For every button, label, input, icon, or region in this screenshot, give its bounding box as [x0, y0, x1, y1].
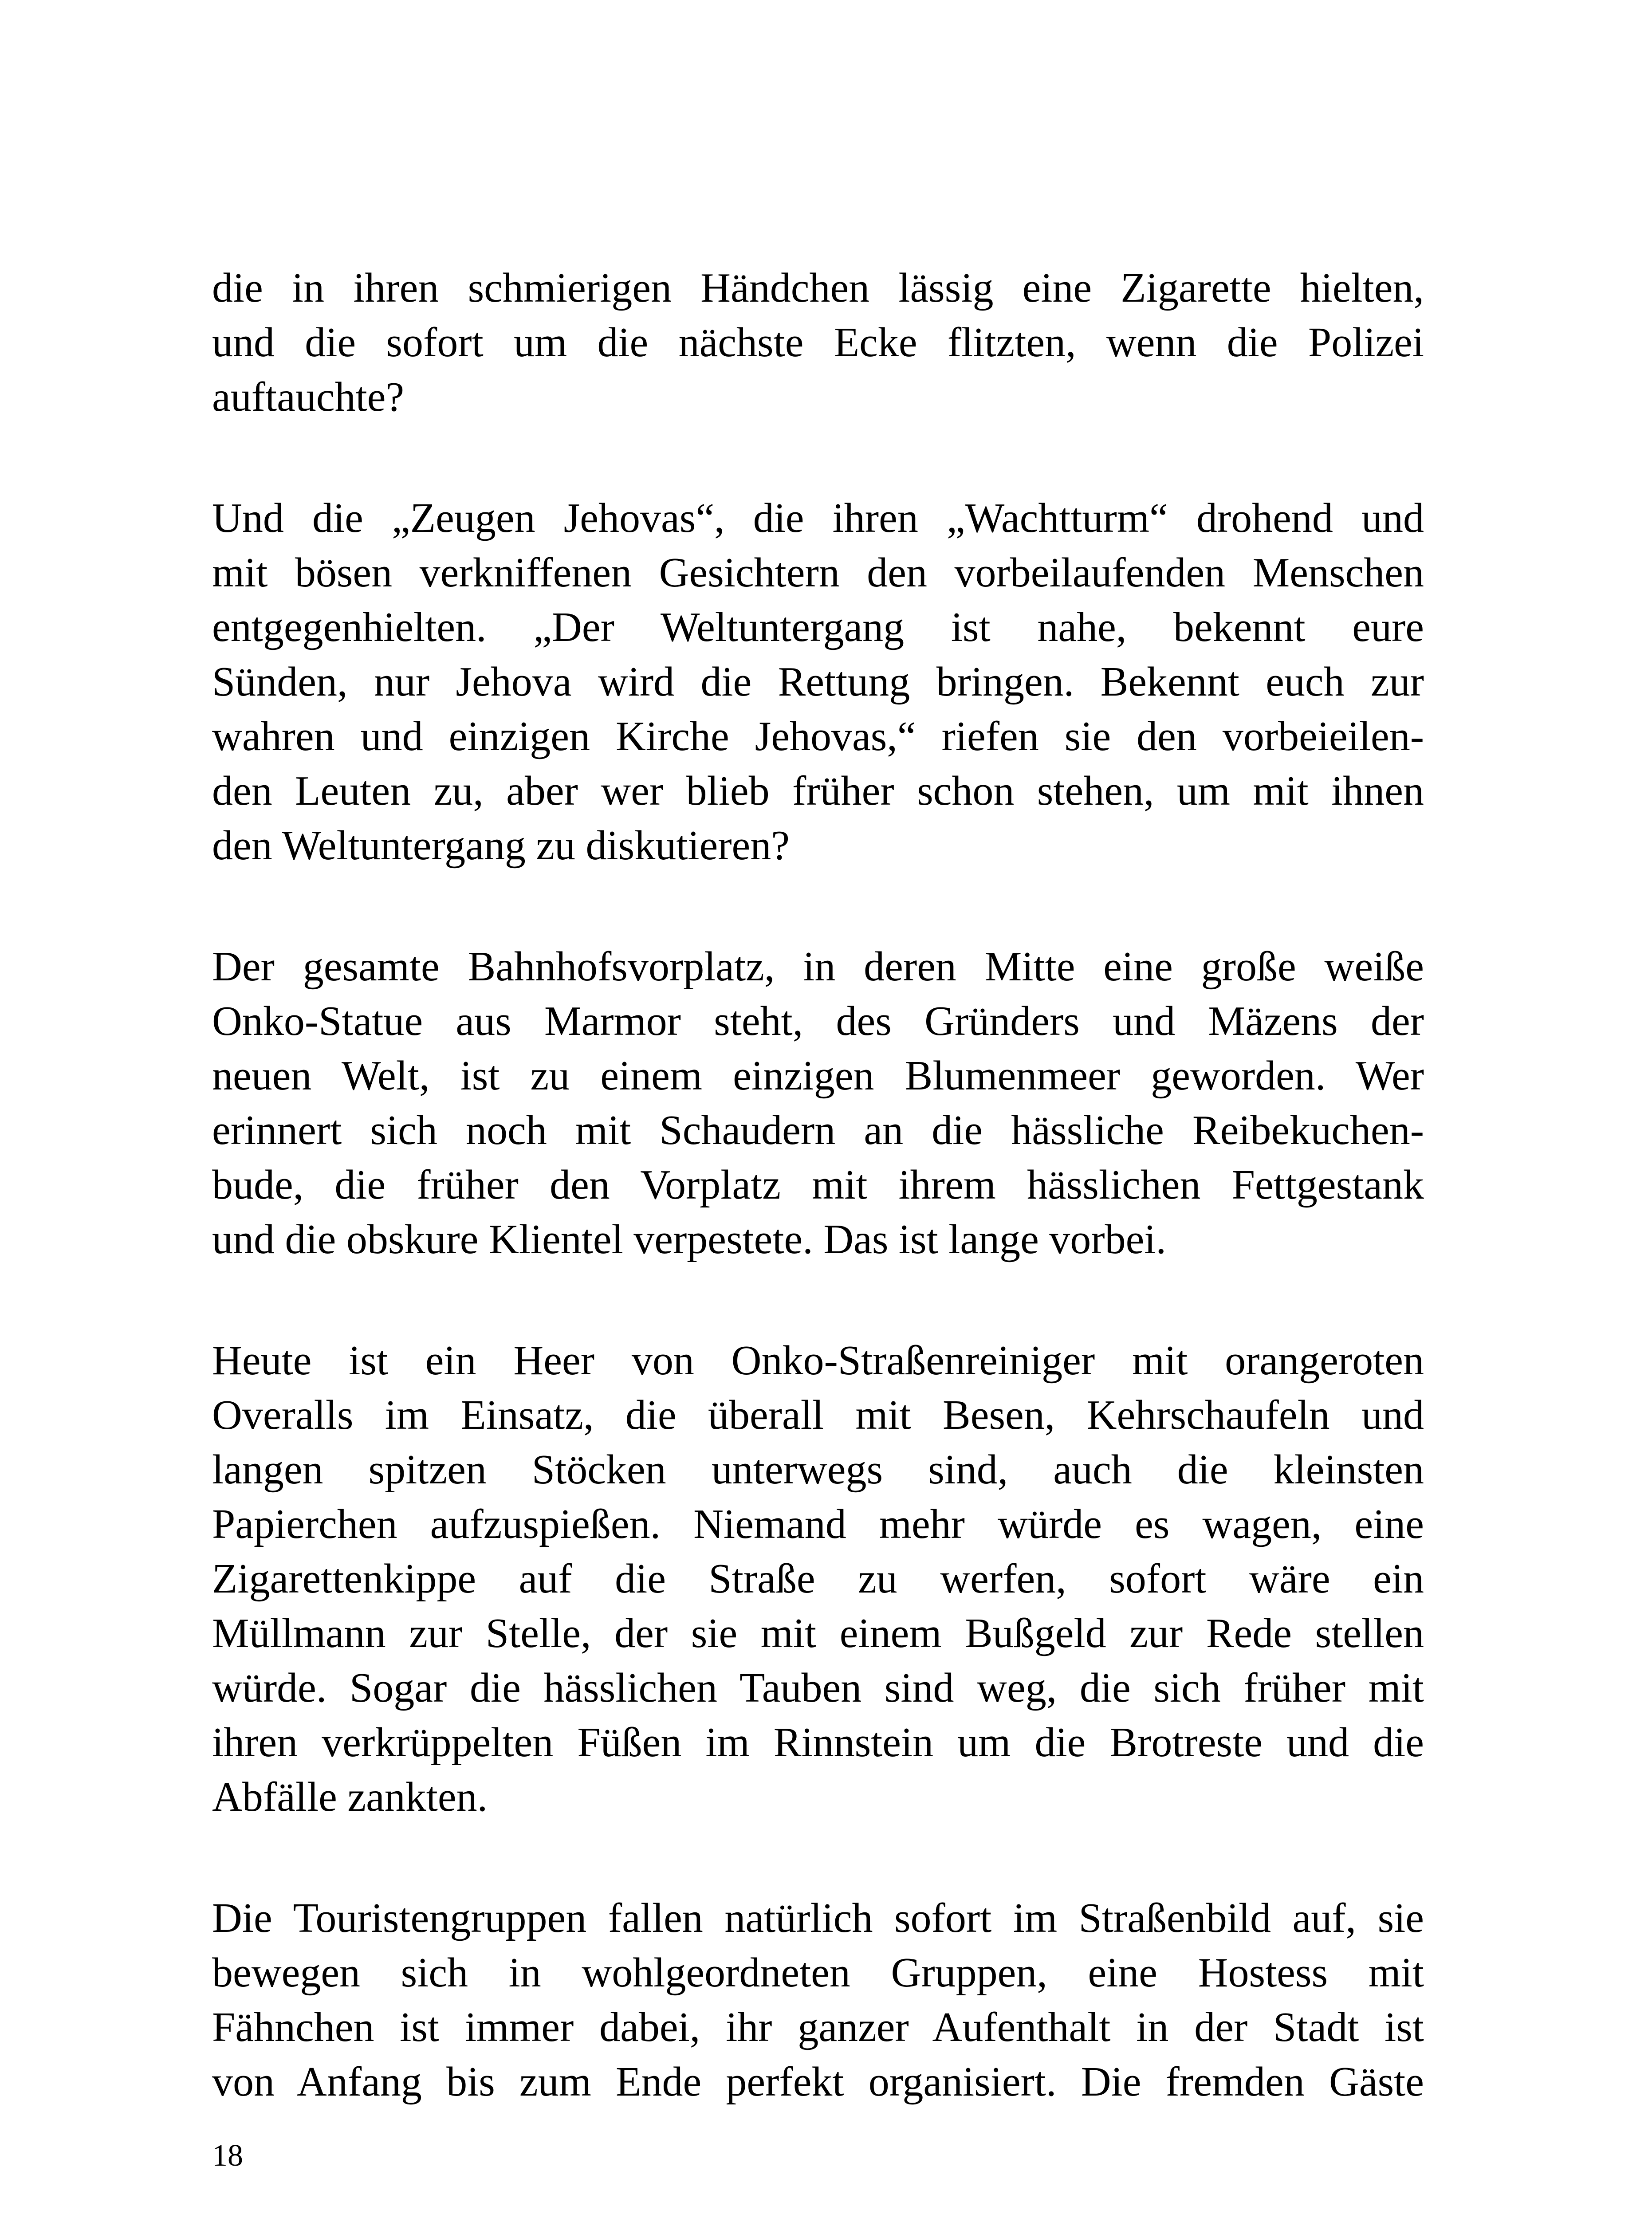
text-line: den Weltuntergang zu diskutieren? [212, 822, 790, 869]
text-line: Sünden, nur Jehova wird die Rettung bringen. Bekennt euch zur [212, 659, 1424, 705]
text-line: bude, die früher den Vorplatz mit ihrem hässlichen Fettgestank [212, 1162, 1424, 1208]
text-line: Zigarettenkippe auf die Straße zu werfen, sofort wäre ein [212, 1556, 1424, 1602]
text-line: bewegen sich in wohlgeordneten Gruppen, eine Hostess mit [212, 1950, 1424, 1996]
text-line: und die obskure Klientel verpestete. Das ist lange vorbei. [212, 1216, 1166, 1262]
text-line: Onko-Statue aus Marmor steht, des Gründers und Mäzens der [212, 998, 1424, 1044]
text-line: erinnert sich noch mit Schaudern an die hässliche Reibekuchen- [212, 1107, 1424, 1153]
text-line: und die sofort um die nächste Ecke flitzten, wenn die Polizei [212, 319, 1424, 366]
text-line: auftauchte? [212, 374, 405, 420]
paragraph-3 [212, 940, 1424, 1267]
text-line: neuen Welt, ist zu einem einzigen Blumenmeer geworden. Wer [212, 1053, 1424, 1099]
text-line: von Anfang bis zum Ende perfekt organisiert. Die fremden Gäste [212, 2059, 1424, 2105]
text-line: Die Touristengruppen fallen natürlich sofort im Straßenbild auf, sie [212, 1895, 1424, 1941]
text-line: Abfälle zankten. [212, 1774, 488, 1820]
text-line: entgegenhielten. „Der Weltuntergang ist nahe, bekennt eure [212, 604, 1424, 650]
text-line: Müllmann zur Stelle, der sie mit einem Bußgeld zur Rede stellen [212, 1610, 1424, 1656]
text-line: Papierchen aufzuspießen. Niemand mehr würde es wagen, eine [212, 1501, 1424, 1547]
text-line: Der gesamte Bahnhofsvorplatz, in deren Mitte eine große weiße [212, 944, 1424, 990]
text-line: Und die „Zeugen Jehovas“, die ihren „Wachtturm“ drohend und [212, 495, 1424, 541]
paragraph-2 [212, 491, 1424, 873]
paragraph-5 [212, 1891, 1424, 2109]
paragraph-4 [212, 1333, 1424, 1825]
text-line: würde. Sogar die hässlichen Tauben sind weg, die sich früher mit [212, 1665, 1424, 1711]
text-line: Fähnchen ist immer dabei, ihr ganzer Aufenthalt in der Stadt ist [212, 2004, 1424, 2050]
text-line: langen spitzen Stöcken unterwegs sind, auch die kleinsten [212, 1447, 1424, 1493]
text-line: wahren und einzigen Kirche Jehovas,“ riefen sie den vorbeieilen- [212, 713, 1424, 759]
text-line: die in ihren schmierigen Händchen lässig eine Zigarette hielten, [212, 265, 1424, 311]
text-line: Heute ist ein Heer von Onko-Straßenreiniger mit orangeroten [212, 1337, 1424, 1384]
text-line: ihren verkrüppelten Füßen im Rinnstein um die Brotreste und die [212, 1719, 1424, 1766]
page-number: 18 [212, 2139, 243, 2173]
text-line: mit bösen verkniffenen Gesichtern den vorbeilaufenden Menschen [212, 550, 1424, 596]
paragraph-1 [212, 261, 1424, 425]
text-line: den Leuten zu, aber wer blieb früher schon stehen, um mit ihnen [212, 768, 1424, 814]
body-text [212, 261, 1424, 2109]
text-line: Overalls im Einsatz, die überall mit Besen, Kehrschaufeln und [212, 1392, 1424, 1438]
